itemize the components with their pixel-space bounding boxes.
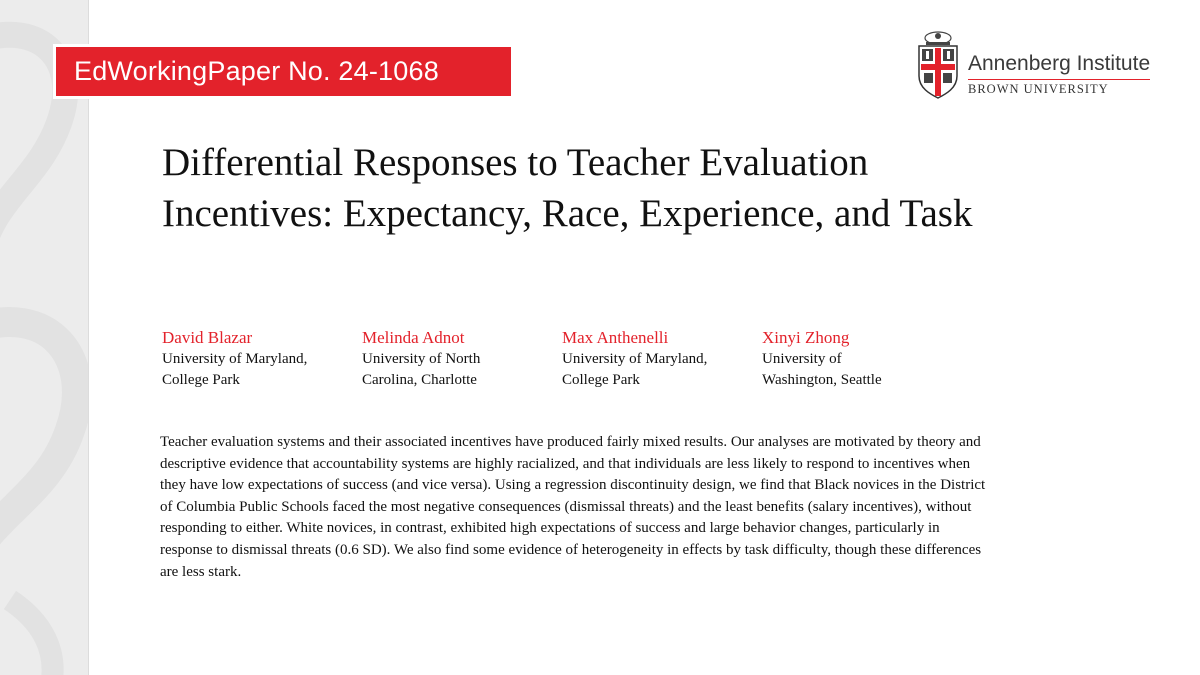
author-list	[162, 327, 962, 397]
brown-shield-icon	[916, 30, 960, 100]
logo-divider	[968, 79, 1150, 80]
paper-title: Differential Responses to Teacher Evaluation Incentives: Expectancy, Race, Experience, and Task	[162, 141, 973, 235]
decorative-side-strip	[0, 0, 89, 675]
university-name: BROWN UNIVERSITY	[968, 82, 1109, 96]
author-affiliation: University of North Carolina, Charlotte	[362, 351, 481, 388]
institute-name: Annenberg Institute	[968, 52, 1151, 75]
author-block	[362, 327, 552, 391]
working-paper-banner	[56, 47, 511, 96]
author-name: Melinda Adnot	[362, 328, 465, 347]
author-name: Xinyi Zhong	[762, 328, 850, 347]
author-name: David Blazar	[162, 328, 253, 347]
author-block	[562, 327, 752, 391]
annenberg-institute-logo	[916, 30, 1156, 100]
background-watermark-shape	[0, 0, 88, 675]
author-block	[762, 327, 952, 391]
author-affiliation: University of Maryland, College Park	[562, 351, 708, 388]
author-name: Max Anthenelli	[562, 328, 669, 347]
author-affiliation: University of Maryland, College Park	[162, 351, 308, 388]
paper-abstract: Teacher evaluation systems and their associated incentives have produced fairly mixed results. Our analyses are motivated by theory and descriptive evidence that accountability systems are highly racialized, and that individuals are less likely to respond to incentives when they have low expectations of success (and vice versa). Using a regression discontinuity design, we find that Black novices in the District of Columbia Public Schools faced the most negative consequences (dismissal threats) and the least benefits (salary incentives), without responding to either. White novices, in contrast, exhibited high expectations of success and large behavior changes, particularly in response to dismissal threats (0.6 SD). We also find some evidence of heterogeneity in effects by task difficulty, though these differences are less stark.	[160, 434, 986, 580]
author-affiliation: University of Washington, Seattle	[762, 351, 882, 388]
author-block	[162, 327, 352, 391]
working-paper-number: EdWorkingPaper No. 24-1068	[74, 56, 439, 86]
